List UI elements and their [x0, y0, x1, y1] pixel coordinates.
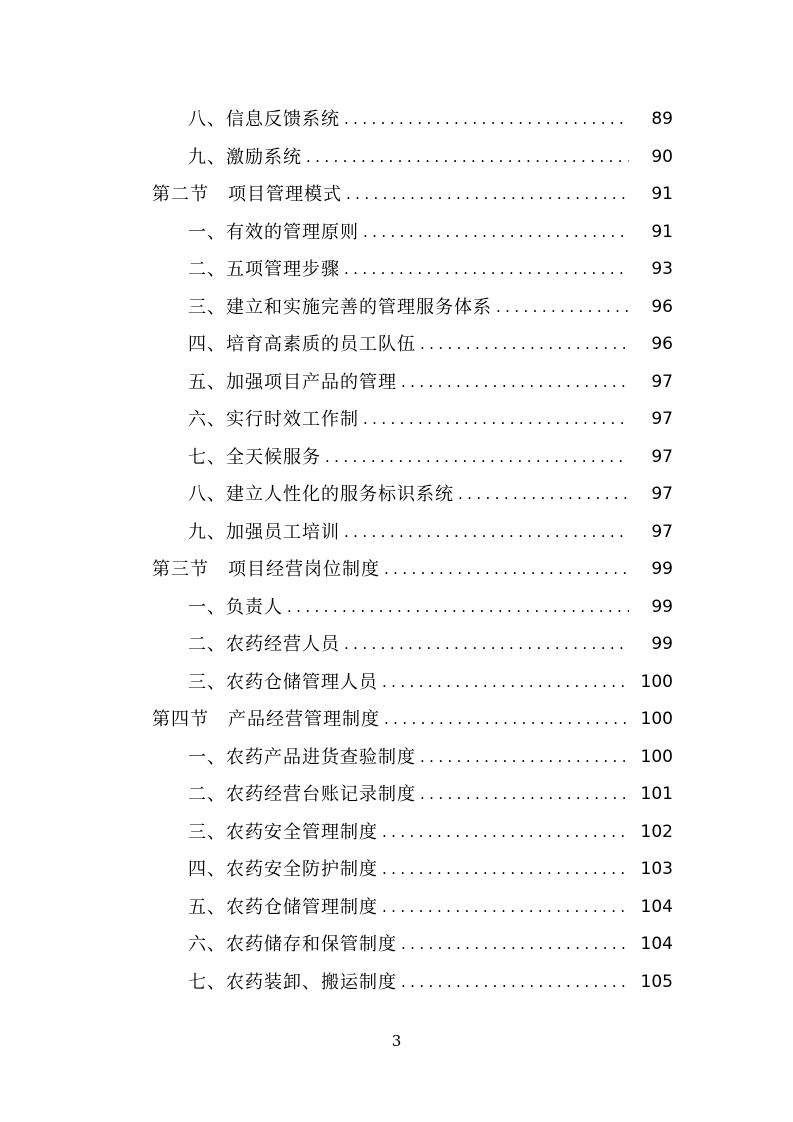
- toc-entry-page-number: 97: [651, 446, 673, 467]
- toc-subsection-entry[interactable]: [0, 814, 793, 852]
- toc-dot-leader: [344, 514, 629, 552]
- toc-subsection-entry[interactable]: [0, 589, 793, 627]
- toc-entry-title: 四、农药安全防护制度: [188, 859, 378, 880]
- toc-entry-title: 第三节 项目经营岗位制度: [152, 559, 380, 580]
- toc-entry-title: 五、农药仓储管理制度: [188, 896, 378, 918]
- toc-dot-leader: [496, 289, 629, 327]
- table-of-contents: [0, 101, 793, 1001]
- toc-entry-title: 六、实行时效工作制: [188, 409, 359, 430]
- toc-subsection-entry[interactable]: [0, 851, 793, 889]
- toc-entry-page-number: 97: [651, 371, 673, 392]
- toc-entry-title: 一、有效的管理原则: [188, 221, 359, 243]
- toc-subsection-entry[interactable]: [0, 739, 793, 777]
- toc-entry-page-number: 96: [651, 296, 673, 317]
- toc-dot-leader: [401, 364, 629, 402]
- toc-entry-page-number: 105: [640, 971, 673, 992]
- toc-dot-leader: [363, 214, 629, 252]
- toc-entry-page-number: 104: [640, 934, 673, 954]
- toc-entry-page-number: 99: [651, 596, 673, 617]
- toc-entry-page-number: 100: [640, 746, 673, 767]
- toc-dot-leader: [401, 926, 629, 964]
- toc-dot-leader: [420, 739, 629, 777]
- toc-dot-leader: [344, 251, 629, 289]
- toc-entry-page-number: 90: [651, 146, 673, 167]
- toc-subsection-entry[interactable]: [0, 626, 793, 664]
- toc-dot-leader: [401, 964, 629, 1002]
- toc-entry-title: 七、农药装卸、搬运制度: [188, 971, 397, 993]
- toc-subsection-entry[interactable]: [0, 401, 793, 439]
- toc-dot-leader: [382, 664, 629, 702]
- toc-entry-title: 九、激励系统: [188, 146, 302, 168]
- toc-entry-page-number: 99: [651, 634, 673, 654]
- toc-dot-leader: [384, 701, 629, 739]
- toc-entry-title: 七、全天候服务: [188, 446, 321, 468]
- toc-entry-title: 九、加强员工培训: [188, 521, 340, 543]
- toc-subsection-entry[interactable]: [0, 476, 793, 514]
- toc-entry-page-number: 97: [651, 484, 673, 504]
- toc-entry-page-number: 89: [651, 109, 673, 129]
- toc-entry-page-number: 103: [640, 859, 673, 879]
- toc-entry-title: 第四节 产品经营管理制度: [152, 709, 380, 730]
- toc-subsection-entry[interactable]: [0, 964, 793, 1002]
- toc-entry-title: 一、负责人: [188, 596, 283, 618]
- toc-section-entry[interactable]: [0, 176, 793, 214]
- toc-entry-page-number: 93: [651, 259, 673, 279]
- toc-dot-leader: [363, 401, 629, 439]
- toc-entry-title: 第二节 项目管理模式: [152, 184, 342, 205]
- toc-entry-title: 二、农药经营台账记录制度: [188, 784, 416, 805]
- toc-dot-leader: [287, 589, 629, 627]
- toc-entry-page-number: 99: [651, 559, 673, 579]
- toc-subsection-entry[interactable]: [0, 139, 793, 177]
- toc-entry-title: 二、农药经营人员: [188, 634, 340, 655]
- toc-entry-title: 八、建立人性化的服务标识系统: [188, 484, 454, 505]
- toc-entry-page-number: 102: [640, 821, 673, 842]
- toc-entry-page-number: 97: [651, 409, 673, 429]
- toc-entry-page-number: 100: [640, 671, 673, 692]
- toc-section-entry[interactable]: [0, 551, 793, 589]
- toc-dot-leader: [382, 814, 629, 852]
- toc-entry-page-number: 101: [640, 784, 673, 804]
- toc-entry-title: 四、培育高素质的员工队伍: [188, 334, 416, 355]
- toc-entry-page-number: 97: [651, 521, 673, 542]
- toc-subsection-entry[interactable]: [0, 364, 793, 402]
- toc-dot-leader: [344, 101, 629, 139]
- toc-entry-page-number: 100: [640, 709, 673, 729]
- toc-entry-title: 六、农药储存和保管制度: [188, 934, 397, 955]
- toc-dot-leader: [325, 439, 629, 477]
- toc-dot-leader: [420, 326, 629, 364]
- page-number: 3: [391, 1032, 402, 1050]
- toc-dot-leader: [420, 776, 629, 814]
- toc-dot-leader: [382, 889, 629, 927]
- toc-subsection-entry[interactable]: [0, 776, 793, 814]
- toc-entry-title: 一、农药产品进货查验制度: [188, 746, 416, 768]
- toc-subsection-entry[interactable]: [0, 889, 793, 927]
- toc-subsection-entry[interactable]: [0, 251, 793, 289]
- toc-entry-title: 五、加强项目产品的管理: [188, 371, 397, 393]
- toc-entry-page-number: 91: [651, 221, 673, 242]
- toc-subsection-entry[interactable]: [0, 926, 793, 964]
- toc-subsection-entry[interactable]: [0, 214, 793, 252]
- toc-subsection-entry[interactable]: [0, 101, 793, 139]
- toc-dot-leader: [306, 139, 629, 177]
- toc-dot-leader: [344, 626, 629, 664]
- toc-dot-leader: [382, 851, 629, 889]
- toc-entry-page-number: 96: [651, 334, 673, 354]
- toc-subsection-entry[interactable]: [0, 326, 793, 364]
- toc-dot-leader: [458, 476, 629, 514]
- toc-dot-leader: [346, 176, 629, 214]
- toc-subsection-entry[interactable]: [0, 664, 793, 702]
- toc-subsection-entry[interactable]: [0, 514, 793, 552]
- toc-entry-title: 三、农药安全管理制度: [188, 821, 378, 843]
- toc-dot-leader: [384, 551, 629, 589]
- toc-entry-title: 二、五项管理步骤: [188, 259, 340, 280]
- toc-entry-page-number: 91: [651, 184, 673, 204]
- toc-entry-title: 三、建立和实施完善的管理服务体系: [188, 296, 492, 318]
- toc-section-entry[interactable]: [0, 701, 793, 739]
- toc-entry-title: 三、农药仓储管理人员: [188, 671, 378, 693]
- toc-entry-title: 八、信息反馈系统: [188, 109, 340, 130]
- toc-subsection-entry[interactable]: [0, 289, 793, 327]
- toc-entry-page-number: 104: [640, 896, 673, 917]
- toc-subsection-entry[interactable]: [0, 439, 793, 477]
